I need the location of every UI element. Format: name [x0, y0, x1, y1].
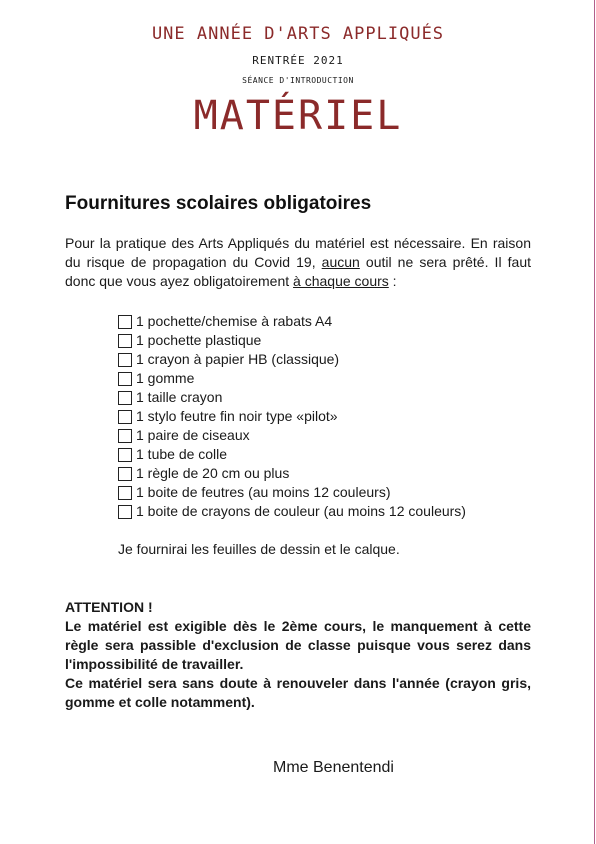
intro-text-1: Pour la pratique des Arts Appliqués du matériel est nécessaire. En raison du risque de propagation du Covid 19, — [65, 235, 531, 270]
checkbox[interactable] — [118, 467, 132, 481]
checkbox[interactable] — [118, 410, 132, 424]
checklist-item-label: 1 taille crayon — [136, 389, 223, 405]
checkbox[interactable] — [118, 429, 132, 443]
signature: Mme Benentendi — [273, 759, 394, 776]
intro-text-3: : — [388, 273, 397, 289]
checklist-item — [118, 369, 466, 388]
checkbox[interactable] — [118, 448, 132, 462]
checklist-item-label: 1 stylo feutre fin noir type «pilot» — [136, 408, 338, 424]
checkbox[interactable] — [118, 353, 132, 367]
checklist-item-label: 1 paire de ciseaux — [136, 427, 250, 443]
checkbox[interactable] — [118, 505, 132, 519]
checkbox[interactable] — [118, 391, 132, 405]
checklist-item — [118, 312, 466, 331]
checkbox[interactable] — [118, 486, 132, 500]
checklist-item — [118, 426, 466, 445]
checklist-item — [118, 464, 466, 483]
checklist-item-label: 1 boite de feutres (au moins 12 couleurs) — [136, 484, 391, 500]
checklist-item — [118, 407, 466, 426]
checklist-item-label: 1 crayon à papier HB (classique) — [136, 351, 340, 367]
intro-paragraph — [65, 234, 531, 291]
header-session: SÉANCE D'INTRODUCTION — [242, 76, 354, 85]
checklist-item-label: 1 gomme — [136, 370, 195, 386]
attention-text-1: Le matériel est exigible dès le 2ème cours, le manquement à cette règle sera passible d'exclusion de classe puisque vous serez dans l'impossibilité de travailler. — [65, 618, 531, 672]
checkbox[interactable] — [118, 315, 132, 329]
intro-underline-aucun: aucun — [321, 254, 360, 270]
checklist-item — [118, 350, 466, 369]
checklist-item-label: 1 pochette/chemise à rabats A4 — [136, 313, 333, 329]
intro-underline-chaque-cours: à chaque cours — [293, 273, 389, 289]
checklist-item-label: 1 tube de colle — [136, 446, 228, 462]
intro-text-2: outil ne sera prêté. Il faut donc que vous ayez obligatoirement — [65, 254, 531, 289]
header-year: RENTRÉE 2021 — [252, 54, 344, 67]
supplies-note: Je fournirai les feuilles de dessin et le calque. — [118, 541, 400, 557]
attention-block — [65, 598, 531, 712]
header-subtitle: UNE ANNÉE D'ARTS APPLIQUÉS — [151, 24, 445, 44]
attention-text-2: Ce matériel sera sans doute à renouveler dans l'année (crayon gris, gomme et colle notamment). — [65, 675, 531, 710]
attention-heading: ATTENTION ! — [65, 599, 153, 615]
checklist-item-label: 1 règle de 20 cm ou plus — [136, 465, 290, 481]
checklist-item-label: 1 boite de crayons de couleur (au moins 12 couleurs) — [136, 503, 466, 519]
checklist-item-label: 1 pochette plastique — [136, 332, 262, 348]
checklist-item — [118, 445, 466, 464]
page-title: MATÉRIEL — [193, 93, 403, 139]
checklist-item — [118, 502, 466, 521]
checkbox[interactable] — [118, 372, 132, 386]
section-title: Fournitures scolaires obligatoires — [65, 193, 372, 214]
supply-checklist — [118, 312, 466, 521]
checkbox[interactable] — [118, 334, 132, 348]
checklist-item — [118, 388, 466, 407]
checklist-item — [118, 483, 466, 502]
checklist-item — [118, 331, 466, 350]
